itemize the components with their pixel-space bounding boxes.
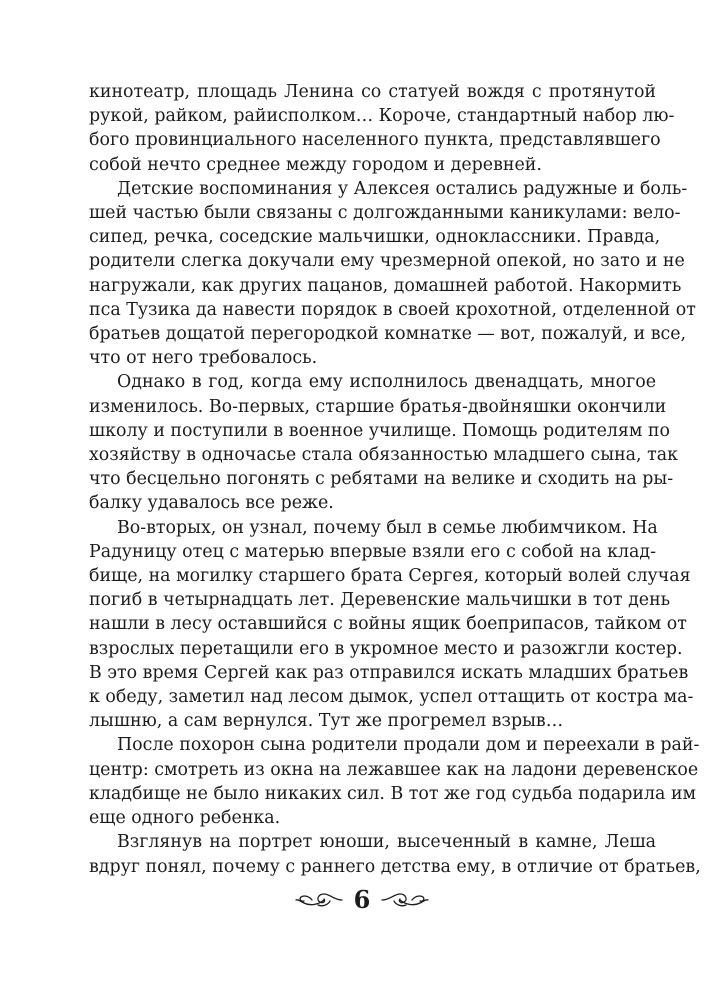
- text-line: кинотеатр, площадь Ленина со статуей вождя с протянутой: [89, 82, 656, 102]
- text-line: Однако в год, когда ему исполнилось двенадцать, многое: [117, 372, 656, 393]
- flourish-left-icon: [294, 891, 344, 909]
- page-number: 6: [353, 885, 371, 914]
- text-line: собой нечто среднее между городом и деревней.: [89, 154, 542, 175]
- text-line: братьев дощатой перегородкой комнатке — вот, пожалуй, и все,: [89, 324, 687, 345]
- paragraph: [89, 516, 694, 734]
- text-line: шей частью были связаны с долгожданными каникулами: вело-: [89, 203, 681, 224]
- text-line: изменилось. Во-первых, старшие братья-двойняшки окончили: [89, 396, 667, 417]
- flourish-right-icon: [380, 891, 430, 909]
- text-line: к обеду, заметил над лесом дымок, успел оттащить от костра ма-: [89, 687, 694, 708]
- text-line: кладбище не было никаких сил. В тот же год судьба подарила им: [89, 783, 697, 804]
- page-footer: [0, 880, 724, 920]
- text-line: родители слегка докучали ему чрезмерной опекой, но зато и не: [89, 251, 685, 272]
- text-line: бище, на могилку старшего брата Сергея, который волей случая: [89, 566, 691, 587]
- text-line: вдруг понял, почему с раннего детства ему, в отличие от братьев,: [89, 856, 701, 877]
- text-line: что бесцельно погонять с ребятами на велике и сходить на ры-: [89, 469, 674, 490]
- text-line: Во-вторых, он узнал, почему был в семье любимчиком. На: [117, 517, 658, 538]
- text-line: еще одного ребенка.: [89, 808, 281, 829]
- text-line: рукой, райком, райисполком… Короче, стандартный набор лю-: [89, 106, 675, 127]
- text-line: бого провинциального населенного пункта, представлявшего: [89, 130, 661, 151]
- text-line: лышню, а сам вернулся. Тут же прогремел взрыв…: [89, 711, 564, 732]
- text-line: взрослых перетащили его в укромное место и разожгли костер.: [89, 638, 683, 659]
- text-line: что от него требовалось.: [89, 348, 318, 369]
- text-line: После похорон сына родители продали дом и переехали в рай-: [117, 735, 700, 756]
- text-line: школу и поступили в военное училище. Помощь родителям по: [89, 420, 670, 441]
- text-line: Радуницу отец с матерью впервые взяли его с собой на клад-: [89, 541, 656, 562]
- text-line: пса Тузика да навести порядок в своей крохотной, отделенной от: [89, 299, 696, 320]
- text-line: сипед, речка, соседские мальчишки, одноклассники. Правда,: [89, 227, 661, 248]
- text-line: погиб в четырнадцать лет. Деревенские мальчишки в тот день: [89, 590, 671, 611]
- text-line: хозяйству в одночасье стала обязанностью младшего сына, так: [89, 445, 678, 466]
- paragraph: [89, 370, 678, 515]
- text-line: В это время Сергей как раз отправился искать младших братьев: [89, 662, 689, 683]
- paragraph: [89, 830, 701, 878]
- paragraph: [89, 177, 696, 371]
- text-line: балку удавалось все реже.: [89, 493, 334, 514]
- paragraph: [89, 733, 700, 830]
- text-line: Взглянув на портрет юноши, высеченный в камне, Леша: [117, 832, 656, 853]
- text-line: центр: смотреть из окна на лежавшее как на ладони деревенское: [89, 759, 699, 780]
- page-body: [89, 80, 701, 879]
- text-line: нагружали, как других пацанов, домашней работой. Накормить: [89, 275, 682, 296]
- text-line: нашли в лесу оставшийся с войны ящик боеприпасов, тайком от: [89, 614, 687, 635]
- text-line: Детские воспоминания у Алексея остались радужные и боль-: [117, 178, 688, 199]
- paragraph: [89, 80, 675, 177]
